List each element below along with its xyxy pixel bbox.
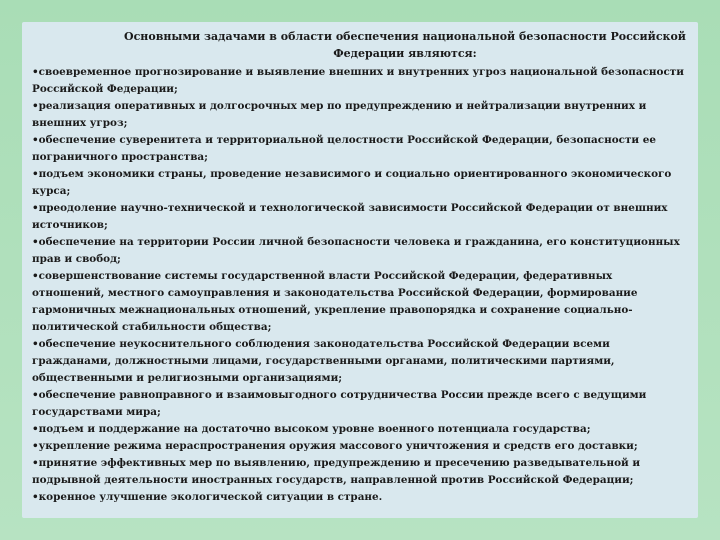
task-item-9: •обеспечение равноправного и взаимовыгодного сотрудничества России прежде всего с ведущими государствами мира; <box>32 389 647 418</box>
task-item-13: •коренное улучшение экологической ситуации в стране. <box>32 491 383 503</box>
text-panel <box>22 22 698 518</box>
slide-title: Основными задачами в области обеспечения национальной безопасности Российской Федерации являются: <box>124 30 686 60</box>
task-item-5: •преодоление научно-технической и технологической зависимости Российской Федерации от внешних источников; <box>32 202 668 231</box>
task-item-10: •подъем и поддержание на достаточно высоком уровне военного потенциала государства; <box>32 423 591 435</box>
task-list <box>32 64 688 506</box>
task-item-4: •подъем экономики страны, проведение независимого и социально ориентированного экономического курса; <box>32 168 672 197</box>
task-item-11: •укрепление режима нераспространения оружия массового уничтожения и средств его доставки; <box>32 440 638 452</box>
task-item-1: •своевременное прогнозирование и выявление внешних и внутренних угроз национальной безопасности Российской Федерации; <box>32 66 684 95</box>
task-item-12: •принятие эффективных мер по выявлению, предупреждению и пресечению разведывательной и подрывной деятельности иностранных государств, направленной против Российской Федерации; <box>32 457 641 486</box>
task-item-3: •обеспечение суверенитета и территориальной целостности Российской Федерации, безопасности ее пограничного пространства; <box>32 134 656 163</box>
task-item-2: •реализация оперативных и долгосрочных мер по предупреждению и нейтрализации внутренних и внешних угроз; <box>32 100 647 129</box>
task-item-7: •совершенствование системы государственной власти Российской Федерации, федеративных отношений, местного самоуправления и законодательства Российской Федерации, формирование гармоничных межнациональных отношений, укрепление правопорядка и сохранение социально-политической стабильности общества; <box>32 270 638 333</box>
task-item-8: •обеспечение неукоснительного соблюдения законодательства Российской Федерации всеми гражданами, должностными лицами, государственными органами, политическими партиями, общественными и религиозными организациями; <box>32 338 615 384</box>
task-item-6: •обеспечение на территории России личной безопасности человека и гражданина, его конституционных прав и свобод; <box>32 236 680 265</box>
